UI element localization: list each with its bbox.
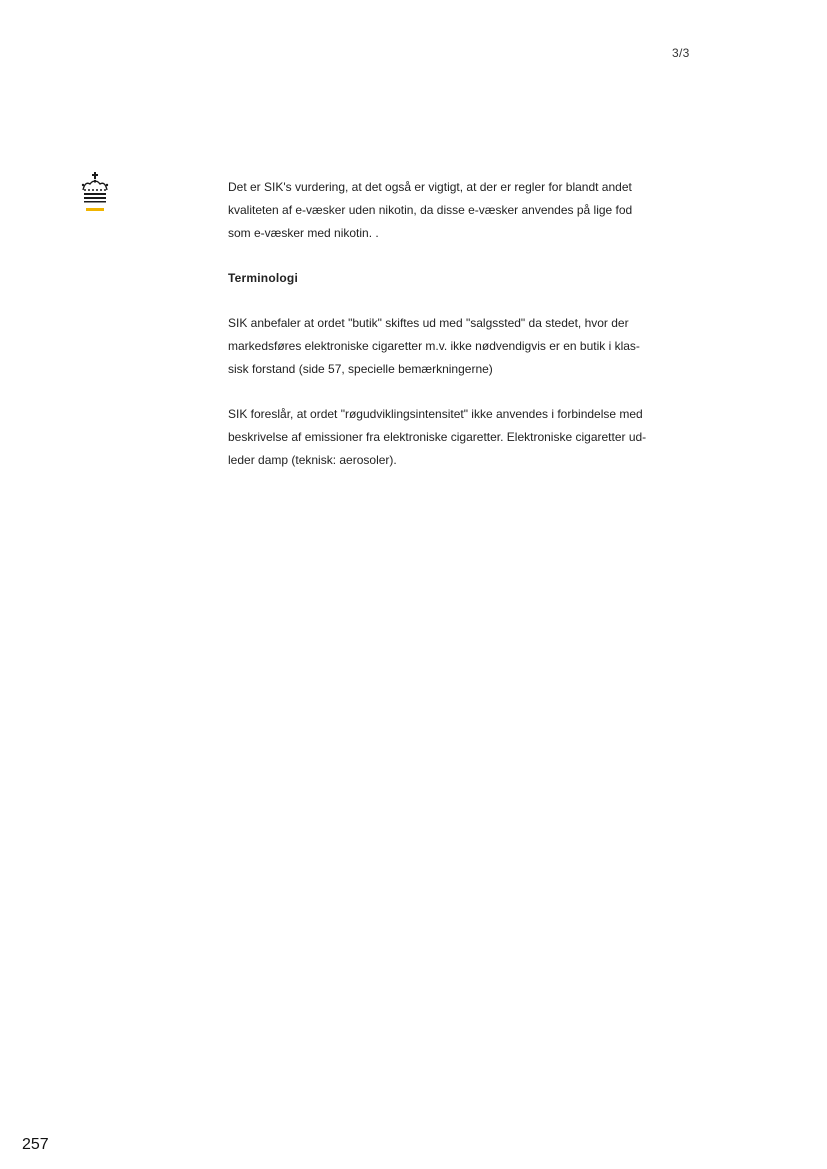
text-line: SIK foreslår, at ordet "røgudviklingsintensitet" ikke anvendes i forbindelse med	[228, 407, 643, 421]
paragraph-quality	[228, 176, 698, 245]
text-line: Det er SIK's vurdering, at det også er vigtigt, at der er regler for blandt andet	[228, 180, 632, 194]
text-line: SIK anbefaler at ordet "butik" skiftes ud med "salgssted" da stedet, hvor der	[228, 316, 629, 330]
text-line: markedsføres elektroniske cigaretter m.v. ikke nødvendigvis er en butik i klas-	[228, 339, 640, 353]
text-line: kvaliteten af e-væsker uden nikotin, da disse e-væsker anvendes på lige fod	[228, 203, 633, 217]
text-line: leder damp (teknisk: aerosoler).	[228, 453, 397, 467]
crown-icon	[80, 172, 110, 214]
page-number: 257	[22, 1136, 49, 1153]
letter-body	[228, 176, 698, 494]
text-line: beskrivelse af emissioner fra elektroniske cigaretter. Elektroniske cigaretter ud-	[228, 430, 647, 444]
paragraph-sales-point	[228, 312, 698, 381]
text-line: som e-væsker med nikotin. .	[228, 226, 379, 240]
text-line: sisk forstand (side 57, specielle bemærkningerne)	[228, 362, 493, 376]
section-heading: Terminologi	[228, 271, 298, 285]
page-indicator: 3/3	[672, 46, 690, 60]
paragraph-smoke-intensity	[228, 403, 698, 472]
